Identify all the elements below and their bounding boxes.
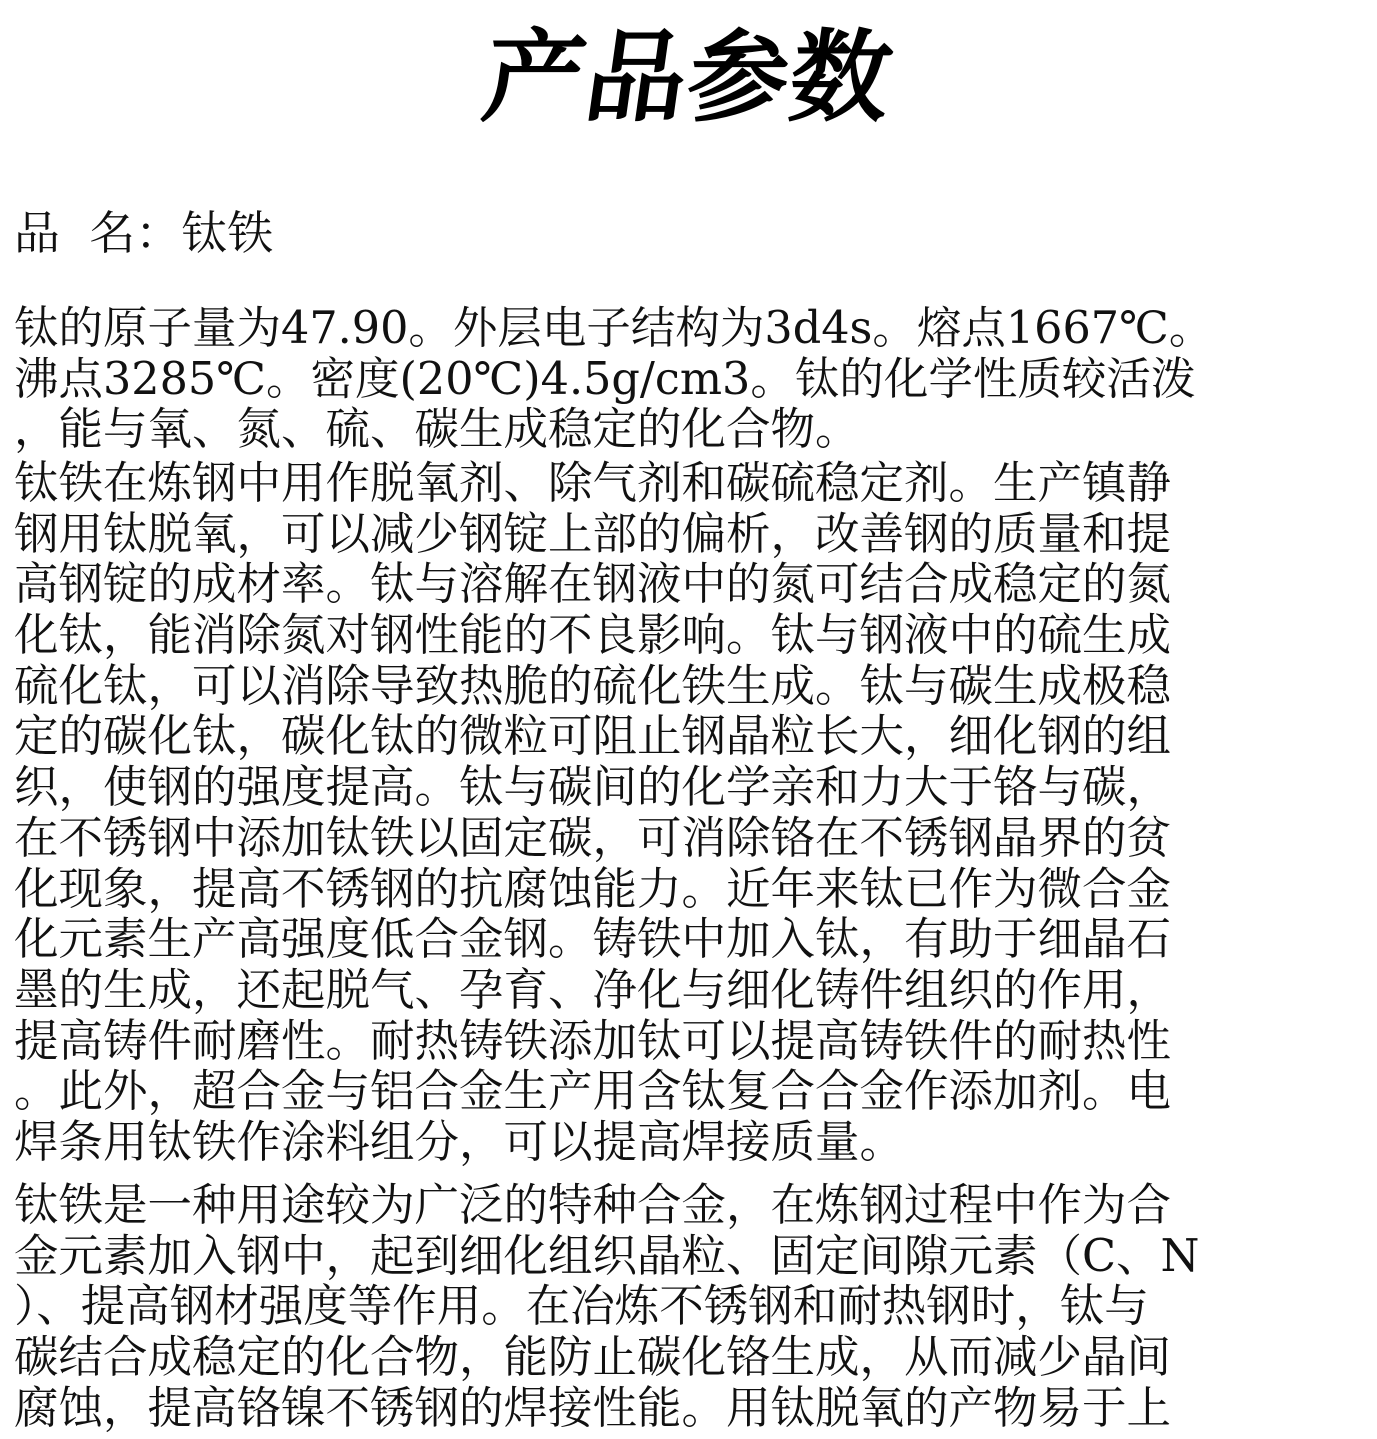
paragraph-line: 钢用钛脱氧，可以减少钢锭上部的偏析，改善钢的质量和提 xyxy=(14,508,1172,560)
paragraph-line: 硫化钛，可以消除导致热脆的硫化铁生成。钛与碳生成极稳 xyxy=(14,660,1172,712)
product-name-value: 钛铁 xyxy=(181,206,274,260)
paragraph-line: 化现象，提高不锈钢的抗腐蚀能力。近年来钛已作为微合金 xyxy=(14,863,1172,915)
page-title: 产品参数 xyxy=(476,19,901,136)
paragraph-steelmaking-uses xyxy=(14,459,1364,1169)
product-name-label: 品 名： xyxy=(14,206,182,260)
paragraph-line: 化元素生产高强度低合金钢。铸铁中加入钛，有助于细晶石 xyxy=(14,914,1172,966)
paragraph-line: 高钢锭的成材率。钛与溶解在钢液中的氮可结合成稳定的氮 xyxy=(14,559,1172,611)
paragraph-line: 钛的原子量为47.90。外层电子结构为3d4s。熔点1667℃。 xyxy=(14,303,1214,354)
paragraph-special-alloy xyxy=(14,1181,1364,1434)
paragraph-line: 钛铁在炼钢中用作脱氧剂、除气剂和碳硫稳定剂。生产镇静 xyxy=(14,458,1172,509)
paragraph-line: 在不锈钢中添加钛铁以固定碳，可消除铬在不锈钢晶界的贫 xyxy=(14,812,1172,864)
product-name-row xyxy=(14,198,273,268)
paragraph-line: 腐蚀，提高铬镍不锈钢的焊接性能。用钛脱氧的产物易于上 xyxy=(14,1382,1172,1434)
paragraph-line: ）、提高钢材强度等作用。在冶炼不锈钢和耐热钢时，钛与 xyxy=(14,1281,1149,1333)
paragraph-line: 化钛，能消除氮对钢性能的不良影响。钛与钢液中的硫生成 xyxy=(14,610,1172,662)
paragraph-line: 焊条用钛铁作涂料组分，可以提高焊接质量。 xyxy=(14,1116,905,1168)
paragraph-line: 墨的生成，还起脱气、孕育、净化与细化铸件组织的作用， xyxy=(14,964,1172,1016)
paragraph-line: ，能与氧、氮、硫、碳生成稳定的化合物。 xyxy=(14,404,860,456)
paragraph-line: 。此外，超合金与铝合金生产用含钛复合合金作添加剂。电 xyxy=(14,1066,1172,1118)
paragraph-line: 钛铁是一种用途较为广泛的特种合金，在炼钢过程中作为合 xyxy=(14,1180,1172,1231)
paragraph-line: 织，使钢的强度提高。钛与碳间的化学亲和力大于铬与碳， xyxy=(14,762,1172,814)
paragraph-line: 碳结合成稳定的化合物，能防止碳化铬生成，从而减少晶间 xyxy=(14,1332,1172,1384)
paragraph-atomic-properties xyxy=(14,304,1364,456)
paragraph-line: 提高铸件耐磨性。耐热铸铁添加钛可以提高铸铁件的耐热性 xyxy=(14,1015,1172,1067)
paragraph-line: 沸点3285℃。密度(20℃)4.5g/cm3。钛的化学性质较活泼 xyxy=(14,353,1196,405)
paragraph-line: 定的碳化钛，碳化钛的微粒可阻止钢晶粒长大，细化钢的组 xyxy=(14,711,1172,763)
paragraph-line: 金元素加入钢中，起到细化组织晶粒、固定间隙元素（C、N xyxy=(14,1230,1200,1282)
